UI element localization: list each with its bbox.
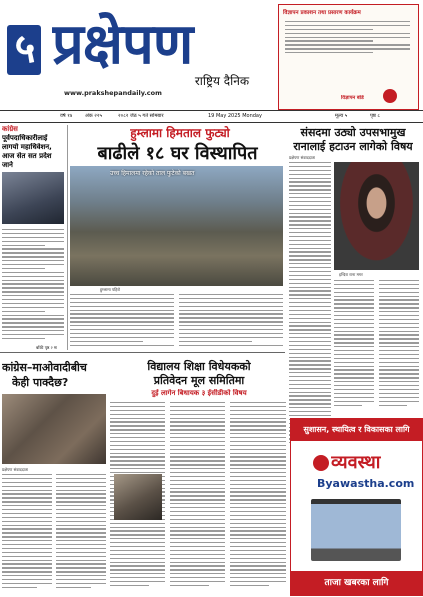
ad-byawastha-footer: ताजा खबरका लागि bbox=[291, 571, 422, 595]
right-story-body-col2 bbox=[334, 280, 374, 408]
column-rule bbox=[67, 125, 68, 350]
main-story bbox=[70, 124, 285, 350]
school-body-col3 bbox=[230, 402, 286, 589]
website-url[interactable]: www.prakshepandaily.com bbox=[64, 89, 162, 97]
ad-byawastha[interactable] bbox=[290, 418, 423, 596]
masthead-subtitle: राष्ट्रिय दैनिक bbox=[194, 74, 250, 88]
congress-byline: प्रक्षेपण संवाददाता bbox=[2, 467, 29, 472]
side-story-headline-4: जाने bbox=[2, 161, 13, 169]
side-story-body bbox=[2, 229, 64, 342]
english-date: 19 May 2025 Monday bbox=[208, 113, 262, 119]
main-photo-credit: हुम्लामा पहिरो bbox=[100, 287, 120, 292]
main-story-body-col1 bbox=[70, 294, 174, 348]
ad-byawastha-brand: व्यवस्था bbox=[331, 452, 381, 473]
right-story-headline-1: संसदमा उठ्यो उपसभामुख bbox=[300, 126, 406, 139]
right-story-headline-2: रानालाई हटाउन लागेको विषय bbox=[293, 140, 413, 153]
school-headline-2: प्रतिवेदन मूल समितिमा bbox=[153, 374, 245, 387]
right-story-body-col3 bbox=[379, 280, 419, 408]
side-story-kicker: कांग्रेस bbox=[2, 125, 18, 133]
school-subhead: दुई लागेन बिधायक ३ ईसीडीको विषय bbox=[151, 389, 247, 397]
congress-photo bbox=[2, 394, 106, 464]
ad-top-list bbox=[285, 21, 410, 56]
side-story-continued[interactable]: बाँकी पृष्ठ २ मा bbox=[36, 345, 58, 350]
pages: पृष्ठ ८ bbox=[370, 113, 380, 119]
congress-headline-1: कांग्रेस–माओवादीबीच bbox=[2, 361, 87, 374]
story-school-bill bbox=[110, 356, 288, 597]
byawastha-logo-icon bbox=[313, 455, 329, 471]
nepali-date: २०८२ जेठ ५ गते सोमबार bbox=[118, 113, 164, 119]
issue: अंक २२५ bbox=[85, 113, 103, 119]
logo-number: ५ bbox=[14, 26, 36, 72]
main-photo-caption: उच्च हिमालमा रहेको ताल फुटेको बखत bbox=[110, 170, 195, 177]
price: मूल्य ५ bbox=[335, 113, 348, 119]
ad-byawastha-url[interactable]: Byawastha.com bbox=[317, 477, 415, 490]
main-story-body-col2 bbox=[179, 294, 283, 348]
masthead bbox=[0, 0, 285, 110]
right-story-byline: प्रक्षेपण संवाददाता bbox=[289, 155, 316, 160]
main-story-photo bbox=[70, 166, 283, 286]
school-headline-1: विद्यालय शिक्षा विधेयकको bbox=[147, 360, 251, 373]
ad-top-box[interactable] bbox=[278, 4, 419, 110]
ad-top-org: विज्ञापन बोर्ड bbox=[341, 95, 364, 101]
nepal-emblem-icon bbox=[383, 89, 397, 103]
school-photo bbox=[114, 474, 162, 520]
congress-body-col1 bbox=[2, 474, 52, 591]
right-photo-caption: इन्दिरा राना मगर bbox=[339, 272, 363, 277]
side-story-headline-3: आज सेत सत प्रदेश bbox=[2, 152, 52, 160]
right-story-body-col1 bbox=[289, 162, 331, 446]
side-story-headline-2: लागयो महाधिवेशन, bbox=[2, 143, 52, 151]
story-congress-maoist bbox=[0, 356, 108, 597]
volume: वर्ष १४ bbox=[60, 113, 73, 119]
ad-byawastha-tagline: सुशासन, स्थायित्व र विकासका लागि bbox=[291, 419, 422, 441]
school-body-col2 bbox=[170, 402, 225, 589]
congress-headline-2: केही पाक्दैछ? bbox=[12, 376, 69, 389]
ad-top-title: विज्ञापन प्रकाशन तथा प्रसारण कार्यक्रम bbox=[283, 10, 361, 16]
side-story-photo bbox=[2, 172, 64, 224]
main-story-headline: बाढीले १८ घर विस्थापित bbox=[97, 143, 258, 164]
ad-laptop-image bbox=[311, 499, 401, 561]
masthead-title: प्रक्षेपण bbox=[52, 12, 193, 77]
right-story bbox=[287, 124, 421, 414]
dateline-bar bbox=[0, 110, 423, 123]
side-story bbox=[0, 125, 65, 350]
right-story-photo bbox=[334, 162, 419, 270]
side-story-headline-1: पूर्वपदाधिकारीलाई bbox=[2, 134, 48, 142]
congress-body-col2 bbox=[56, 474, 106, 591]
section-rule bbox=[0, 352, 285, 353]
main-story-kicker: हुम्लामा हिमताल फुट्यो bbox=[130, 126, 230, 140]
